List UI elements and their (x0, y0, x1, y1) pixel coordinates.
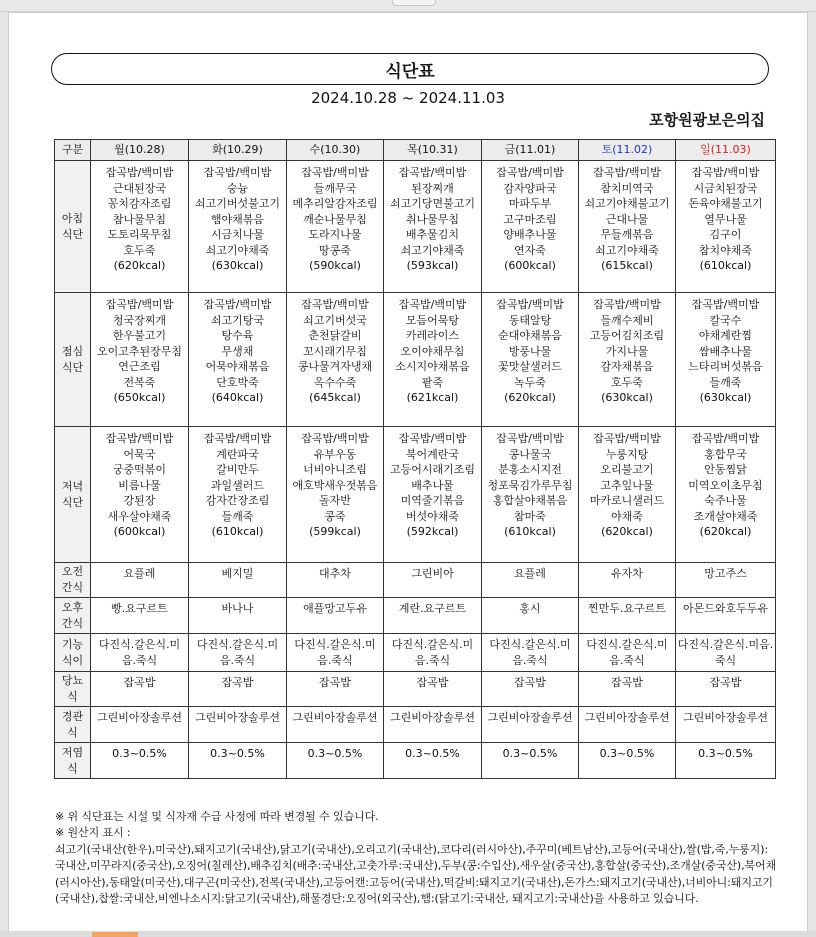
extra-cell: 다진식.갈은식.미음.죽식 (189, 634, 287, 672)
menu-item: 유부우동 (313, 447, 357, 461)
menu-item: 들깨죽 (709, 375, 742, 389)
extra-cell: 잡곡밥 (91, 672, 189, 707)
menu-item: (630kcal) (601, 391, 653, 404)
menu-item: 옥수수죽 (313, 375, 357, 389)
menu-item: (600kcal) (113, 525, 166, 538)
menu-item: (640kcal) (211, 391, 264, 404)
extra-row (55, 672, 776, 707)
menu-item: 마파두부 (508, 197, 552, 210)
meal-label-line: 식단 (61, 495, 84, 509)
menu-item: 취나물무침 (405, 212, 460, 226)
extra-label-line: 식 (67, 690, 78, 703)
extra-cell: 그린비아장솔루션 (579, 707, 676, 743)
extra-cell: 0.3~0.5% (676, 743, 776, 779)
date-range: 2024.10.28 ~ 2024.11.03 (311, 89, 505, 107)
menu-item: 팥죽 (421, 375, 444, 389)
extra-cell: 그린비아장솔루션 (189, 707, 287, 743)
menu-item: 잡곡밥/백미밥 (301, 432, 369, 445)
menu-item: 오이야채무침 (400, 344, 465, 358)
notes-section (55, 809, 777, 907)
extra-label-line: 식 (67, 725, 78, 739)
window-bottom-bar (0, 931, 816, 937)
meal-cell (189, 161, 287, 293)
extra-cell: 대추차 (287, 563, 384, 598)
menu-item: 들깨수제비 (600, 313, 654, 327)
menu-item: 호두죽 (123, 243, 156, 257)
extra-label (55, 672, 91, 707)
extra-cell: 계란.요구르트 (384, 598, 482, 634)
menu-item: 새우살야채죽 (107, 509, 172, 523)
extra-cell: 잡곡밥 (676, 672, 776, 707)
menu-item: 잡곡밥/백미밥 (593, 432, 661, 445)
extra-label-line: 오후 (61, 600, 84, 614)
extra-cell: 잡곡밥 (579, 672, 676, 707)
facility-name: 포항원광보은의집 (649, 111, 765, 129)
extra-cell: 애플망고두유 (287, 598, 384, 634)
extra-cell: 0.3~0.5% (91, 743, 189, 779)
menu-item: 오이고추된장무침 (96, 344, 182, 358)
header-label: 구분 (55, 140, 91, 161)
menu-item: 시금치된장국 (693, 181, 758, 195)
menu-item: 잡곡밥/백미밥 (496, 432, 564, 445)
menu-item: 카레라이스 (405, 329, 460, 342)
meal-cell (91, 427, 189, 563)
menu-item: 참마죽 (514, 509, 546, 523)
menu-item: 녹두죽 (514, 375, 546, 389)
menu-item: (620kcal) (601, 525, 653, 538)
menu-item: 잡곡밥/백미밥 (105, 166, 174, 179)
extra-cell: 찐만두.요구르트 (579, 598, 676, 634)
menu-item: 궁중떡볶이 (112, 463, 167, 476)
menu-item: (593kcal) (406, 259, 459, 272)
menu-item: 배추나물 (411, 478, 454, 492)
menu-item: (599kcal) (309, 525, 361, 538)
meal-row (55, 293, 776, 427)
extra-cell: 0.3~0.5% (287, 743, 384, 779)
menu-item: 콩나물국 (508, 447, 552, 461)
header-row (55, 140, 776, 161)
top-tab-handle[interactable] (392, 0, 436, 6)
menu-item: 야채죽 (611, 509, 643, 523)
menu-item: 참나물무침 (112, 212, 167, 226)
extra-cell: 잡곡밥 (482, 672, 579, 707)
extra-row (55, 563, 776, 598)
menu-item: 홍합무국 (704, 447, 747, 461)
menu-item: 메추리알감자조림 (292, 197, 378, 210)
menu-item: 미역줄기볶음 (400, 494, 465, 507)
day-header-sat: 토(11.02) (579, 140, 676, 161)
meal-label (55, 427, 91, 563)
meal-cell (482, 427, 579, 563)
meal-label-line: 식단 (61, 227, 84, 241)
menu-item: 쌈배추나물 (698, 344, 753, 358)
menu-item: (600kcal) (504, 259, 556, 272)
menu-item: 돈육야채불고기 (688, 197, 763, 210)
menu-item: 된장찌개 (411, 181, 454, 195)
menu-item: (610kcal) (699, 259, 752, 272)
menu-item: 참치야채죽 (698, 243, 753, 257)
menu-item: 청국장찌개 (112, 313, 167, 327)
meal-cell (384, 161, 482, 293)
menu-item: 갈비만두 (216, 463, 259, 476)
menu-item: 모듬어묵탕 (405, 313, 460, 327)
menu-item: 꽃맛살샐러드 (498, 360, 562, 373)
menu-item: 잡곡밥/백미밥 (301, 166, 369, 179)
menu-item: 숙주나물 (704, 494, 747, 507)
menu-item: (620kcal) (113, 259, 166, 272)
extra-label-line: 기능 (61, 637, 84, 651)
menu-item: 칼국수 (709, 313, 742, 327)
document-page (8, 12, 808, 932)
menu-item: 마카로니샐러드 (589, 494, 665, 507)
extra-cell: 0.3~0.5% (482, 743, 579, 779)
menu-item: 잡곡밥/백미밥 (105, 432, 174, 445)
menu-item: 감자간장조림 (205, 494, 270, 507)
meal-cell (384, 293, 482, 427)
menu-item: 들깨무국 (313, 181, 357, 195)
menu-item: 열무나물 (704, 212, 747, 226)
menu-item: 양배추나물 (503, 228, 557, 241)
extra-cell: 망고주스 (676, 563, 776, 598)
extra-cell: 아몬드와호두두유 (676, 598, 776, 634)
meal-row (55, 427, 776, 563)
meal-cell (287, 161, 384, 293)
menu-item: 방풍나물 (508, 344, 552, 358)
menu-item: 미역오이초무침 (688, 478, 763, 492)
meal-cell (287, 427, 384, 563)
extra-row (55, 598, 776, 634)
menu-item: 근대나물 (605, 212, 649, 226)
menu-item: 잡곡밥/백미밥 (593, 298, 661, 311)
menu-item: 돌자반 (319, 494, 351, 507)
extra-cell: 잡곡밥 (287, 672, 384, 707)
menu-item: 잡곡밥/백미밥 (691, 298, 760, 311)
menu-item: (645kcal) (309, 391, 361, 404)
menu-item: 잡곡밥/백미밥 (691, 166, 760, 179)
extra-cell: 다진식.갈은식.미음.죽식 (579, 634, 676, 672)
menu-item: 잡곡밥/백미밥 (203, 298, 272, 311)
extra-cell: 그린비아장솔루션 (676, 707, 776, 743)
extra-cell: 홍시 (482, 598, 579, 634)
meal-label-line: 점심 (61, 344, 84, 358)
menu-item: (590kcal) (309, 259, 361, 272)
extra-label-line: 경관 (61, 709, 84, 723)
menu-item: 고등어시래기조림 (389, 463, 475, 476)
meal-label-line: 저녁 (61, 479, 84, 493)
change-notice: ※ 위 식단표는 시설 및 식자재 수급 사정에 따라 변경될 수 있습니다. (55, 810, 379, 823)
page-title: 식단표 (51, 53, 769, 85)
menu-item: 무생채 (221, 344, 254, 358)
menu-item: 잡곡밥/백미밥 (496, 166, 564, 179)
extra-label (55, 634, 91, 672)
meal-cell (579, 293, 676, 427)
menu-item: 햄야채볶음 (210, 212, 265, 226)
extra-cell: 빵.요구르트 (91, 598, 189, 634)
meal-cell (91, 161, 189, 293)
extra-cell: 잡곡밥 (384, 672, 482, 707)
menu-item: 도라지나물 (308, 228, 362, 241)
menu-item: 야채계란찜 (698, 329, 753, 342)
extra-row (55, 634, 776, 672)
extra-cell: 그린비아장솔루션 (482, 707, 579, 743)
day-header-sun: 일(11.03) (676, 140, 776, 161)
menu-item: 들깨죽 (221, 509, 254, 523)
day-header-tue: 화(10.29) (189, 140, 287, 161)
meal-label-line: 식단 (61, 360, 84, 374)
menu-item: 소시지야채볶음 (395, 360, 470, 373)
menu-item: 홍합살야채볶음 (492, 494, 568, 507)
menu-item: 쇠고기야채죽 (400, 243, 465, 257)
menu-item: (620kcal) (504, 391, 556, 404)
extra-label (55, 563, 91, 598)
menu-item: (620kcal) (699, 525, 752, 538)
meal-cell (579, 427, 676, 563)
extra-cell: 0.3~0.5% (189, 743, 287, 779)
menu-item: 고구마조림 (503, 212, 557, 226)
menu-item: 잡곡밥/백미밥 (593, 166, 661, 179)
menu-item: 콩죽 (324, 509, 346, 523)
menu-item: (610kcal) (211, 525, 264, 538)
menu-item: 동태알탕 (508, 313, 552, 327)
menu-item: 춘천닭갈비 (308, 329, 362, 342)
extra-cell: 그린비아장솔루션 (287, 707, 384, 743)
menu-item: 꼬시래기무침 (303, 344, 367, 358)
menu-item: (650kcal) (113, 391, 166, 404)
meal-cell (579, 161, 676, 293)
menu-item: 감자양파국 (503, 181, 557, 195)
menu-item: 분홍소시지전 (498, 463, 562, 476)
day-header-fri: 금(11.01) (482, 140, 579, 161)
menu-item: 잡곡밥/백미밥 (203, 166, 272, 179)
extra-cell: 0.3~0.5% (579, 743, 676, 779)
meal-cell (482, 293, 579, 427)
day-header-wed: 수(10.30) (287, 140, 384, 161)
origin-text: 쇠고기(국내산(한우),미국산),돼지고기(국내산),닭고기(국내산),오리고기(국내산),코다리(러시아산),주꾸미(베트남산),고등어(국내산),쌀(밥,죽,누룽지):국내산,미꾸라지(중국산),오징어(칠레산),배추김치(배추:국내산,고춧가루:국내산),두부(콩:수입산),새우살(중국산),홍합살(중국산),조개살(중국산),북어채(러시아산),동태알(미국산),대구곤(미국산),전복(국내산),고등어캔:고등어(국내산),떡갈비:돼지고기(국내산),돈가스:돼지고기(국내산),너비아니:돼지고기(국내산),찹쌀:국내산,비엔나소시지:닭고기(국내산),해물경단:오징어(외국산),햄:(닭고기:국내산, 돼지고기:국내산)을 사용하고 있습니다. (55, 842, 777, 906)
menu-item: 무들깨볶음 (600, 228, 654, 241)
extra-label-line: 식이 (61, 653, 84, 667)
day-header-mon: 월(10.28) (91, 140, 189, 161)
menu-item: 잡곡밥/백미밥 (301, 298, 369, 311)
menu-item: 잡곡밥/백미밥 (203, 432, 272, 445)
meal-cell (676, 293, 776, 427)
meal-cell (676, 427, 776, 563)
extra-cell: 그린비아 (384, 563, 482, 598)
extra-label-line: 식 (67, 761, 78, 775)
menu-item: 너비아니조림 (303, 463, 367, 476)
menu-item: 강된장 (123, 494, 156, 507)
extra-label (55, 707, 91, 743)
menu-item: 꽁치감자조림 (107, 197, 172, 210)
menu-item: (630kcal) (211, 259, 264, 272)
extra-label (55, 598, 91, 634)
meal-cell (189, 293, 287, 427)
meal-cell (91, 293, 189, 427)
menu-item: 시금치나물 (210, 228, 265, 241)
meal-cell (189, 427, 287, 563)
extra-cell: 다진식.갈은식.미음.죽식 (91, 634, 189, 672)
extra-cell: 잡곡밥 (189, 672, 287, 707)
menu-item: 비름나물 (118, 478, 161, 492)
meal-cell (482, 161, 579, 293)
menu-item: 쇠고기야채불고기 (584, 197, 670, 210)
menu-item: 고등어김치조림 (589, 329, 665, 342)
menu-item: 순대야채볶음 (498, 329, 562, 342)
meal-cell (287, 293, 384, 427)
menu-item: 도토리묵무침 (107, 228, 172, 241)
extra-cell: 요플레 (91, 563, 189, 598)
menu-item: 한우불고기 (112, 329, 167, 342)
day-header-thu: 목(10.31) (384, 140, 482, 161)
menu-item: 땅콩죽 (319, 243, 351, 257)
extra-cell: 다진식.갈은식.미음.죽식 (287, 634, 384, 672)
extra-cell: 다진식.갈은식.미음.죽식 (482, 634, 579, 672)
extra-cell: 바나나 (189, 598, 287, 634)
menu-item: 호두죽 (611, 375, 643, 389)
menu-item: 북어계란국 (405, 447, 460, 461)
menu-item: 콩나물겨자냉채 (297, 360, 373, 373)
menu-item: 잡곡밥/백미밥 (691, 432, 760, 445)
menu-item: 단호박죽 (216, 375, 259, 389)
menu-item: (621kcal) (406, 391, 459, 404)
menu-item: 김구이 (709, 228, 742, 241)
menu-item: 고추잎나물 (600, 478, 654, 492)
extra-label-line: 오전 (61, 565, 84, 578)
extra-cell: 다진식.갈은식.미음.죽식 (676, 634, 776, 672)
menu-item: 감자채볶음 (600, 360, 654, 373)
menu-item: 쇠고기야채죽 (205, 243, 270, 257)
extra-cell: 유자차 (579, 563, 676, 598)
menu-item: 느타리버섯볶음 (688, 360, 763, 373)
menu-item: 청포묵김가루무침 (487, 478, 573, 492)
menu-item: 쇠고기버섯불고기 (194, 197, 280, 210)
menu-item: 근대된장국 (112, 181, 167, 195)
menu-item: 어묵국 (123, 447, 156, 461)
extra-label-line: 당뇨 (61, 674, 84, 687)
origin-title: ※ 원산지 표시 : (55, 826, 131, 840)
menu-item: 잡곡밥/백미밥 (105, 298, 174, 311)
menu-item: 쇠고기버섯국 (303, 313, 367, 327)
menu-item: 과일샐러드 (210, 478, 265, 492)
menu-item: 연자죽 (514, 243, 546, 257)
extra-row (55, 743, 776, 779)
meal-row (55, 161, 776, 293)
extra-label-line: 간식 (61, 616, 84, 630)
extra-cell: 그린비아장솔루션 (91, 707, 189, 743)
menu-item: 배추물김치 (405, 228, 460, 241)
menu-item: (610kcal) (504, 525, 556, 538)
extra-label-line: 간식 (61, 581, 84, 594)
menu-item: (630kcal) (699, 391, 752, 404)
menu-item: 깨순나물무침 (303, 212, 367, 226)
menu-item: 애호박새우젓볶음 (292, 478, 378, 492)
menu-item: 가지나물 (605, 344, 649, 358)
menu-item: 탕수육 (221, 329, 254, 342)
menu-item: 쇠고기탕국 (210, 313, 265, 327)
menu-item: 안동찜닭 (704, 463, 747, 476)
menu-item: 연근조림 (118, 360, 161, 373)
menu-item: 계란파국 (216, 447, 259, 461)
meal-label-line: 아침 (61, 211, 84, 225)
menu-table (54, 139, 776, 779)
menu-item: 조개살야채죽 (693, 509, 758, 523)
menu-item: 참치미역국 (600, 181, 654, 195)
meal-cell (676, 161, 776, 293)
extra-label (55, 743, 91, 779)
meal-cell (384, 427, 482, 563)
bottom-tab-indicator[interactable] (92, 932, 138, 937)
extra-cell: 요플레 (482, 563, 579, 598)
menu-item: (615kcal) (601, 259, 653, 272)
window-top-bar (0, 0, 816, 12)
menu-item: 쇠고기야채죽 (595, 243, 659, 257)
menu-item: 잡곡밥/백미밥 (496, 298, 564, 311)
menu-item: (592kcal) (406, 525, 459, 538)
extra-row (55, 707, 776, 743)
menu-item: 누룽지탕 (605, 447, 649, 461)
menu-item: 어묵야채볶음 (205, 360, 270, 373)
extra-label-line: 저염 (61, 745, 84, 759)
menu-item: 버섯야채죽 (405, 509, 460, 523)
menu-item: 전복죽 (123, 375, 156, 389)
menu-item: 잡곡밥/백미밥 (398, 432, 467, 445)
menu-item: 잡곡밥/백미밥 (398, 166, 467, 179)
menu-item: 오리불고기 (600, 463, 654, 476)
menu-item: 쇠고기당면불고기 (389, 197, 475, 210)
extra-cell: 베지밀 (189, 563, 287, 598)
extra-cell: 0.3~0.5% (384, 743, 482, 779)
menu-item: 잡곡밥/백미밥 (398, 298, 467, 311)
extra-cell: 다진식.갈은식.미음.죽식 (384, 634, 482, 672)
meal-label (55, 161, 91, 293)
meal-label (55, 293, 91, 427)
menu-item: 숭늉 (226, 181, 249, 195)
extra-cell: 그린비아장솔루션 (384, 707, 482, 743)
